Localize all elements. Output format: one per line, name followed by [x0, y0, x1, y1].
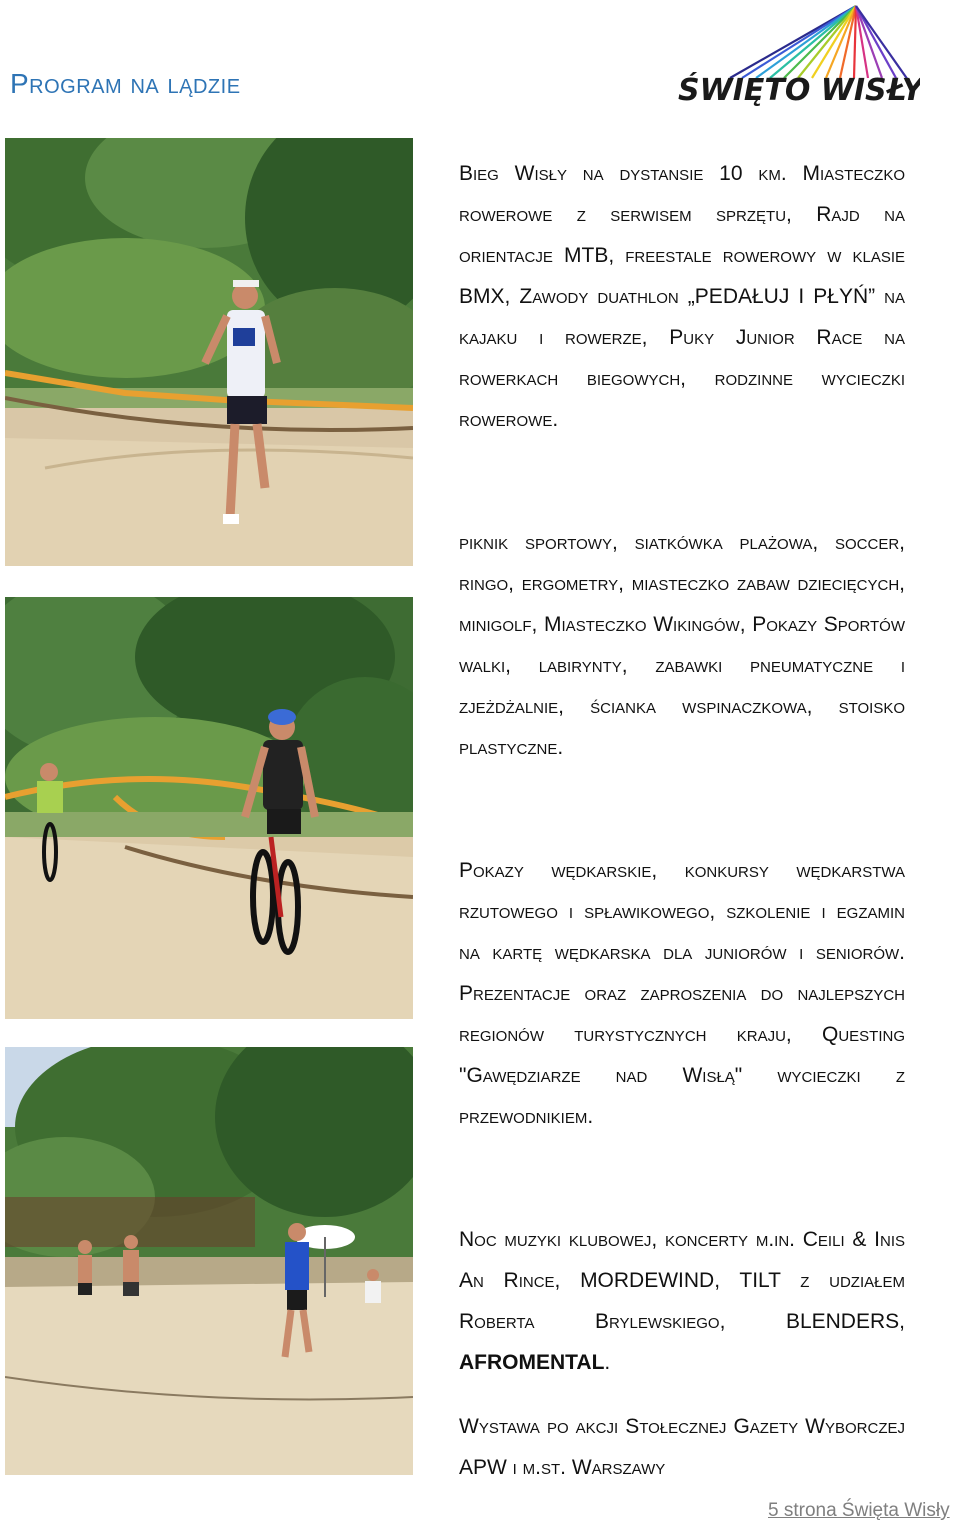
section-music	[459, 1219, 905, 1383]
music-intro: Noc muzyki klubowej, koncerty m.in. Ceili & Inis An Rince, MORDEWIND, TILT z udziałem Roberta Brylewskiego, BLENDERS,	[459, 1228, 905, 1333]
svg-text:ŚWIĘTO WISŁY: ŚWIĘTO WISŁY	[678, 73, 920, 108]
section-fishing: Pokazy wędkarskie, konkursy wędkarstwa rzutowego i spławikowego, szkolenie i egzamin na kartę wędkarska dla juniorów i seniorów. Prezentacje oraz zaproszenia do najlepszych regionów turystycznych kraju, Questing "Gawędziarze nad Wisłą" wycieczki z przewodnikiem.	[459, 859, 905, 1128]
beach-volleyball-photo	[5, 1047, 413, 1475]
footer-page-link[interactable]: 5 strona Święta Wisły	[768, 1500, 950, 1521]
section-exhibition: Wystawa po akcji Stołecznej Gazety Wyborczej APW i m.st. Warszawy	[459, 1415, 905, 1479]
runner-photo	[5, 138, 413, 566]
music-headliner: AFROMENTAL	[459, 1351, 605, 1374]
page-title: Program na lądzie	[10, 68, 241, 99]
cyclists-photo	[5, 597, 413, 1019]
section-run-bike: Bieg Wisły na dystansie 10 km. Miasteczko rowerowe z serwisem sprzętu, Rajd na orientacje MTB, freestale rowerowy w klasie BMX, Zawody duathlon „PEDAŁUJ I PŁYŃ” na kajaku i rowerze, Puky Junior Race na rowerkach biegowych, rodzinne wycieczki rowerowe.	[459, 162, 905, 431]
music-end: .	[604, 1351, 611, 1374]
section-sports-picnic: piknik sportowy, siatkówka plażowa, soccer, ringo, ergometry, miasteczko zabaw dziecięcych, minigolf, Miasteczko Wikingów, Pokazy Sportów walki, labirynty, zabawki pneumatyczne i zjeżdżalnie, ścianka wspinaczkowa, stoisko plastyczne.	[459, 531, 905, 759]
swieto-wisly-logo	[670, 0, 920, 120]
